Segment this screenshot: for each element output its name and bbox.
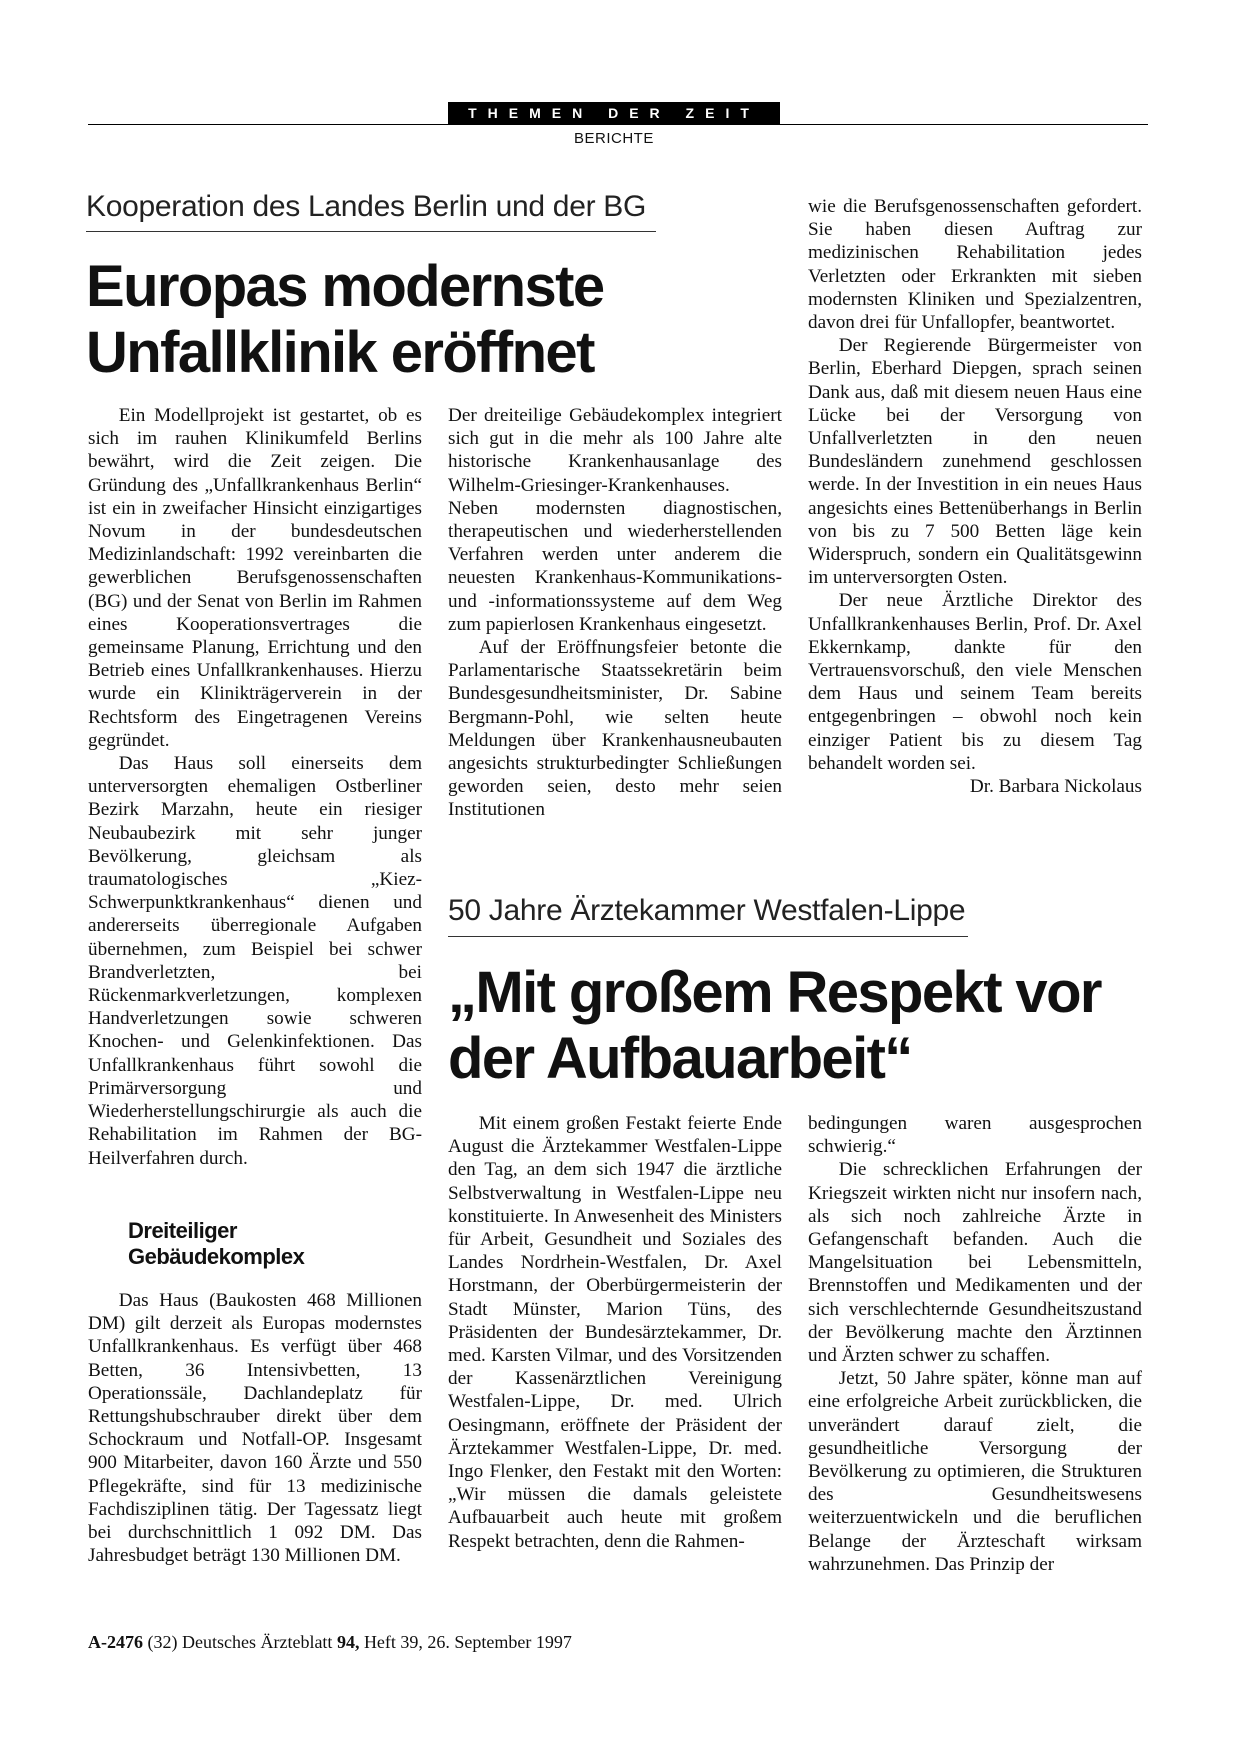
paragraph: Auf der Eröffnungsfeier betonte die Parlamentarische Staatssekretärin beim Bundesgesundheitsminister, Dr. Sabine Bergmann-Pohl, wie selten heute Meldungen über Krankenhausneubauten angesichts strukturbedingter Schließungen geworden seien, desto mehr seien Institutionen: [448, 637, 782, 821]
footer-volume: 94,: [336, 1632, 360, 1652]
article2-headline-line1: „Mit großem Respekt vor: [448, 960, 1101, 1025]
footer-issue: Heft 39, 26. September 1997: [363, 1632, 572, 1652]
page-footer: [88, 1632, 572, 1653]
subheading-line2: Gebäudekomplex: [128, 1244, 305, 1269]
page-number: A-2476: [88, 1632, 143, 1652]
article2-column3: [808, 1112, 1142, 1576]
top-rule: [88, 124, 1148, 125]
article1-column1: [88, 404, 422, 1170]
article1-headline: [86, 254, 604, 386]
article1-headline-line1: Europas modernste: [86, 254, 604, 319]
paragraph: Jetzt, 50 Jahre später, könne man auf eine erfolgreiche Arbeit zurückblicken, die unverändert darauf zielt, die gesundheitliche Versorgung der Bevölkerung zu optimieren, die Strukturen des Gesundheitswesens weiterzuentwickeln und die beruflichen Belange der Ärzteschaft wirksam wahrzunehmen. Das Prinzip der: [808, 1368, 1142, 1575]
author-signature: Dr. Barbara Nickolaus: [969, 776, 1142, 798]
paragraph: Das Haus (Baukosten 468 Millionen DM) gilt derzeit als Europas modernstes Unfallkrankenhaus. Es verfügt über 468 Betten, 36 Intensivbetten, 13 Operationssäle, Dachlandeplatz für Rettungshubschrauber direkt über dem Schockraum und Notfall-OP. Insgesamt 900 Mitarbeiter, davon 160 Ärzte und 550 Pflegekräfte, sind für 13 medizinische Fachdisziplinen tätig. Der Tagessatz liegt bei durchschnittlich 1 092 DM. Das Jahresbudget beträgt 130 Millionen DM.: [88, 1290, 422, 1567]
section-subtitle: BERICHTE: [574, 130, 654, 147]
article1-kicker-rule: [86, 231, 656, 232]
paragraph: Ein Modellprojekt ist gestartet, ob es sich im rauhen Klinikumfeld Berlins bewährt, wird die Zeit zeigen. Die Gründung des „Unfallkrankenhaus Berlin“ ist ein in zweifacher Hinsicht einzigartiges Novum in der bundesdeutschen Medizinlandschaft: 1992 vereinbarten die gewerblichen Berufsgenossenschaften (BG) und der Senat von Berlin im Rahmen eines Kooperationsvertrages die gemeinsame Planung, Errichtung und den Betrieb eines Unfallkrankenhauses. Hierzu wurde ein Klinikträgerverein in der Rechtsform des Eingetragenen Vereins gegründet.: [88, 405, 422, 751]
paragraph: Der Regierende Bürgermeister von Berlin, Eberhard Diepgen, sprach seinen Dank aus, daß mit diesem neuen Haus eine Lücke bei der Versorgung von Unfallverletzten in den neuen Bundesländern zunehmend geschlossen werde. In der Investition in ein neues Haus angesichts eines Bettenüberhangs in Berlin von bis zu 7 500 Betten läge kein Widerspruch, sondern ein Qualitätsgewinn im unterversorgten Osten.: [808, 335, 1142, 589]
article2-kicker-rule: [448, 936, 968, 937]
paragraph: bedingungen waren ausgesprochen schwierig.“: [808, 1113, 1142, 1158]
article1-column3: [808, 195, 1142, 798]
article1-kicker: Kooperation des Landes Berlin und der BG: [86, 190, 647, 223]
article2-kicker: 50 Jahre Ärztekammer Westfalen-Lippe: [448, 894, 966, 927]
section-banner: THEMEN DER ZEIT: [448, 102, 780, 124]
article1-column2: [448, 404, 782, 822]
article1-column1b: [88, 1289, 422, 1567]
article2-column2: [448, 1112, 782, 1553]
subheading-line1: Dreiteiliger: [128, 1218, 237, 1243]
article2-headline-line2: der Aufbauarbeit“: [448, 1026, 912, 1092]
article1-subheading: [128, 1218, 304, 1270]
article1-headline-line2: Unfallklinik eröffnet: [86, 320, 594, 386]
paragraph: Die schrecklichen Erfahrungen der Kriegszeit wirkten nicht nur insofern nach, als sich noch zahlreiche Ärzte in Gefangenschaft befanden. Auch die Mangelsituation bei Lebensmitteln, Brennstoffen und Medikamenten und der sich verschlechternde Gesundheitszustand der Bevölkerung machte den Ärztinnen und Ärzten schwer zu schaffen.: [808, 1159, 1142, 1367]
paragraph: Der dreiteilige Gebäudekomplex integriert sich gut in die mehr als 100 Jahre alte historische Krankenhausanlage des Wilhelm-Griesinger-Krankenhauses. Neben modernsten diagnostischen, therapeutischen und wiederherstellenden Verfahren werden unter anderem die neuesten Krankenhaus-Kommunikations- und -informationssysteme auf dem Weg zum papierlosen Krankenhaus eingesetzt.: [448, 405, 782, 635]
paragraph: Mit einem großen Festakt feierte Ende August die Ärztekammer Westfalen-Lippe den Tag, an dem sich 1947 die ärztliche Selbstverwaltung in Westfalen-Lippe neu konstituierte. In Anwesenheit des Ministers für Arbeit, Gesundheit und Soziales des Landes Nordrhein-Westfalen, Dr. Axel Horstmann, der Oberbürgermeisterin der Stadt Münster, Marion Tüns, des Präsidenten der Bundesärztekammer, Dr. med. Karsten Vilmar, und des Vorsitzenden der Kassenärztlichen Vereinigung Westfalen-Lippe, Dr. med. Ulrich Oesingmann, eröffnete der Präsident der Ärztekammer Westfalen-Lippe, Dr. med. Ingo Flenker, den Festakt mit den Worten: „Wir müssen die damals geleistete Aufbauarbeit auch heute mit großem Respekt betrachten, denn die Rahmen-: [448, 1113, 782, 1552]
paragraph: Der neue Ärztliche Direktor des Unfallkrankenhauses Berlin, Prof. Dr. Axel Ekkernkamp, dankte für den Vertrauensvorschuß, den viele Menschen dem Haus und seinem Team bereits entgegenbringen – obwohl noch kein einziger Patient bis zu diesem Tag behandelt worden sei.: [808, 590, 1142, 774]
paragraph: wie die Berufsgenossenschaften gefordert. Sie haben diesen Auftrag zur medizinischen Rehabilitation jedes Verletzten oder Erkrankten mit sieben modernsten Kliniken und Spezialzentren, davon drei für Unfallopfer, beantwortet.: [808, 196, 1142, 334]
article2-headline: [448, 960, 1101, 1092]
footer-publication: (32) Deutsches Ärzteblatt: [147, 1632, 333, 1652]
paragraph: Das Haus soll einerseits dem unterversorgten ehemaligen Ostberliner Bezirk Marzahn, heute ein riesiger Neubaubezirk mit sehr junger Bevölkerung, gleichsam als traumatologisches „Kiez-Schwerpunktkrankenhaus“ dienen und andererseits überregionale Aufgaben übernehmen, zum Beispiel bei schwer Brandverletzten, bei Rückenmarkverletzungen, komplexen Handverletzungen sowie schweren Knochen- und Gelenkinfektionen. Das Unfallkrankenhaus führt sowohl die Primärversorgung und Wiederherstellungschirurgie als auch die Rehabilitation im Rahmen der BG-Heilverfahren durch.: [88, 753, 422, 1169]
